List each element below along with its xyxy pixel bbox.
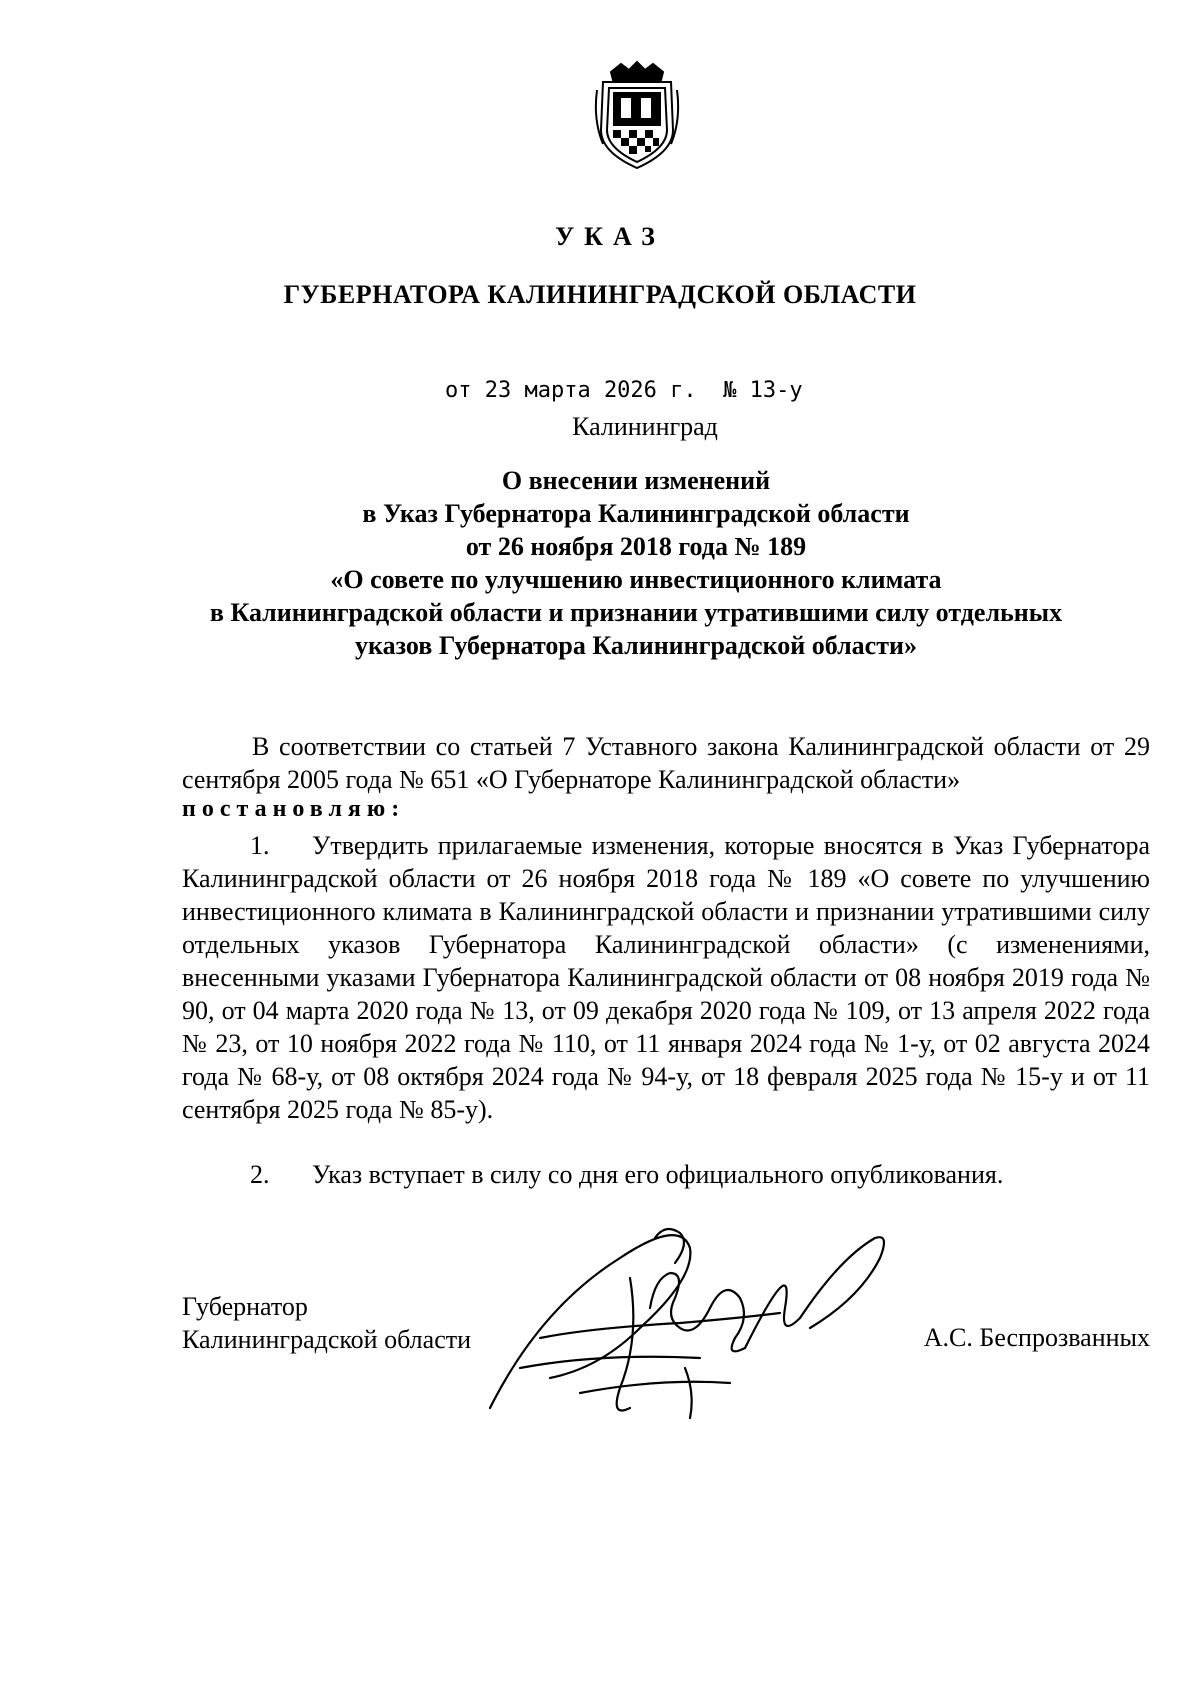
preamble-paragraph: В соответствии со статьей 7 Уставного закона Калининградской области от 29 сентября 2005 года № 651 «О Губернаторе Калининградской области» — [182, 732, 1150, 794]
signer-name: А.С. Беспрозванных — [923, 1323, 1150, 1352]
handwritten-signature-icon — [480, 1218, 900, 1438]
subject-line: в Калининградской области и признании утратившими силу отдельных — [209, 598, 1063, 627]
subject-line: от 26 ноября 2018 года № 189 — [465, 532, 807, 561]
item-text: Указ вступает в силу со дня его официального опубликования. — [312, 1160, 1004, 1189]
signer-title — [182, 1290, 471, 1356]
decree-subject — [0, 464, 1200, 662]
signer-title-line: Губернатор — [182, 1292, 308, 1321]
decree-city: Калининград — [572, 412, 718, 441]
item-number: 1. — [250, 831, 270, 860]
document-type: УКАЗ — [555, 222, 665, 251]
decree-item — [182, 829, 1150, 1126]
date-number-line — [445, 378, 803, 403]
coat-of-arms-icon — [591, 60, 683, 172]
subject-line: «О совете по улучшению инвестиционного климата — [330, 565, 942, 594]
subject-line: О внесении изменений — [501, 466, 771, 495]
item-number: 2. — [250, 1160, 270, 1189]
resolve-word: постановляю: — [182, 796, 406, 822]
decree-item — [182, 1158, 1150, 1191]
decree-number: № 13-у — [723, 378, 803, 403]
subject-line: в Указ Губернатора Калининградской области — [362, 499, 910, 528]
signer-title-line: Калининградской области — [182, 1325, 472, 1354]
subject-line: указов Губернатора Калининградской области» — [355, 631, 917, 660]
decree-date: от 23 марта 2026 г. — [445, 378, 697, 403]
issuing-authority: ГУБЕРНАТОРА КАЛИНИНГРАДСКОЙ ОБЛАСТИ — [283, 280, 917, 309]
item-text: Утвердить прилагаемые изменения, которые вносятся в Указ Губернатора Калининградской области от 26 ноября 2018 года № 189 «О совете по улучшению инвестиционного климата в Калининградской области и признании утратившими силу отдельных указов Губернатора Калининградской области» (с изменениями, внесенными указами Губернатора Калининградской области от 08 ноября 2019 года № 90, от 04 марта 2020 года № 13, от 09 декабря 2020 года № 109, от 13 апреля 2022 года № 23, от 10 ноября 2022 года № 110, от 11 января 2024 года № 1-у, от 02 августа 2024 года № 68-у, от 08 октября 2024 года № 94-у, от 18 февраля 2025 года № 15-у и от 11 сентября 2025 года № 85-у). — [182, 831, 1150, 1124]
